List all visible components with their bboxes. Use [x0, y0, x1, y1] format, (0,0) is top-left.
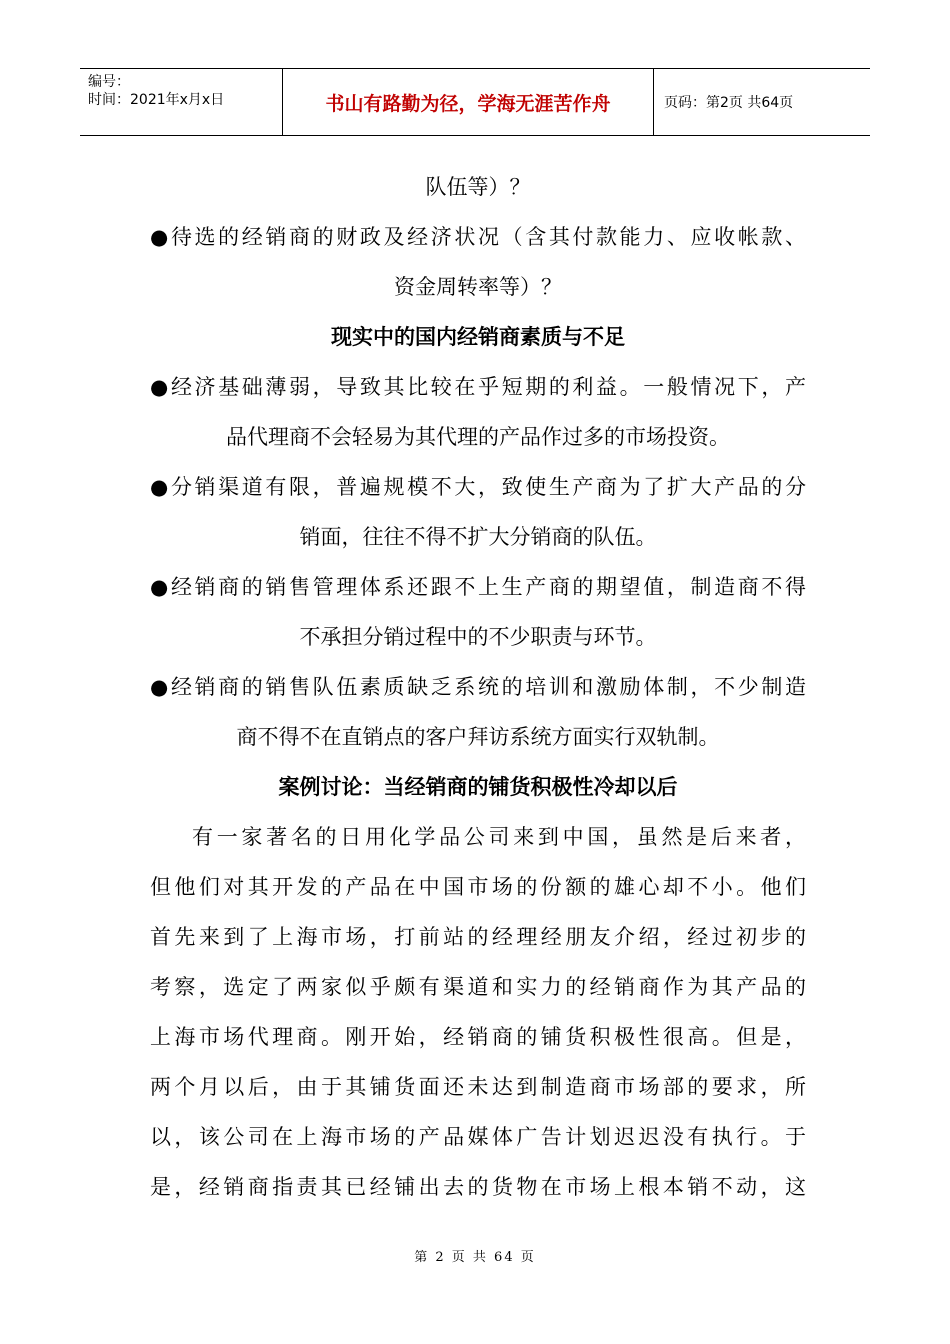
text-line: 商不得不在直销点的客户拜访系统方面实行双轨制。 — [236, 725, 720, 749]
paragraph-line: 首先来到了上海市场，打前站的经理经朋友介绍，经过初步的 — [150, 925, 806, 949]
paragraph-line: 有一家著名的日用化学品公司来到中国，虽然是后来者， — [192, 825, 806, 849]
header-motto: 书山有路勤为径，学海无涯苦作舟 — [282, 69, 654, 135]
document-body — [150, 162, 806, 1212]
paragraph-line: 但他们对其开发的产品在中国市场的份额的雄心却不小。他们 — [150, 875, 806, 899]
text-line: 队伍等）？ — [425, 175, 531, 199]
paragraph-line: 以，该公司在上海市场的产品媒体广告计划迟迟没有执行。于 — [150, 1125, 806, 1149]
section-heading: 现实中的国内经销商素质与不足 — [331, 325, 625, 349]
bullet-line: ●经销商的销售管理体系还跟不上生产商的期望值，制造商不得 — [150, 575, 806, 599]
paragraph-line: 上海市场代理商。刚开始，经销商的铺货积极性很高。但是， — [150, 1025, 806, 1049]
bullet-line: ●经济基础薄弱，导致其比较在乎短期的利益。一般情况下，产 — [150, 375, 806, 399]
page-header — [80, 68, 870, 136]
text-line: 品代理商不会轻易为其代理的产品作过多的市场投资。 — [226, 425, 730, 449]
text-line: 销面，往往不得不扩大分销商的队伍。 — [299, 525, 657, 549]
case-heading: 案例讨论：当经销商的铺货积极性冷却以后 — [278, 775, 678, 799]
bullet-line: ●待选的经销商的财政及经济状况（含其付款能力、应收帐款、 — [150, 225, 806, 249]
header-meta — [80, 69, 282, 135]
paragraph-line: 是，经销商指责其已经铺出去的货物在市场上根本销不动，这 — [150, 1175, 806, 1199]
bullet-line: ●分销渠道有限，普遍规模不大，致使生产商为了扩大产品的分 — [150, 475, 806, 499]
header-page-info: 页码：第2页 共64页 — [664, 95, 794, 111]
document-number: 编号： — [88, 74, 130, 90]
page-footer: 第 2 页 共 64 页 — [414, 1250, 536, 1265]
paragraph-line: 考察，选定了两家似乎颇有渠道和实力的经销商作为其产品的 — [150, 975, 806, 999]
document-date: 时间：2021年x月x日 — [88, 92, 225, 108]
bullet-line: ●经销商的销售队伍素质缺乏系统的培训和激励体制，不少制造 — [150, 675, 806, 699]
text-line: 资金周转率等）？ — [394, 275, 562, 299]
paragraph-line: 两个月以后，由于其铺货面还未达到制造商市场部的要求，所 — [150, 1075, 806, 1099]
text-line: 不承担分销过程中的不少职责与环节。 — [299, 625, 657, 649]
